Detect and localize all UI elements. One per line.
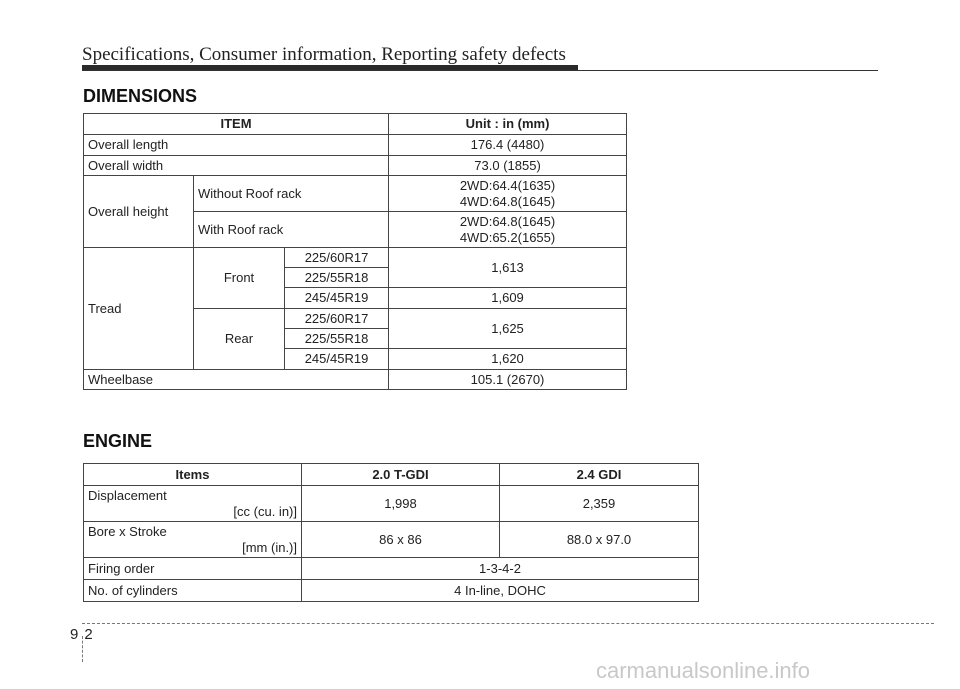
cylinders-label: No. of cylinders — [84, 580, 302, 602]
engine-title: ENGINE — [83, 431, 153, 451]
displacement-24-gdi: 2,359 — [500, 486, 699, 522]
displacement-20-tgdi: 1,998 — [302, 486, 500, 522]
front-tire-245-45r19: 245/45R19 — [285, 288, 389, 309]
displacement-unit: [cc (cu. in)] — [233, 503, 297, 519]
tread-rear-label: Rear — [194, 309, 285, 370]
footer-dashed-line — [82, 623, 934, 624]
page-number: 92 — [70, 626, 99, 643]
bore-stroke-20-tgdi: 86 x 86 — [302, 522, 500, 558]
displacement-label-cell — [84, 486, 302, 522]
table-row — [84, 135, 627, 156]
bore-stroke-24-gdi: 88.0 x 97.0 — [500, 522, 699, 558]
table-row — [84, 580, 699, 602]
dimensions-table — [83, 113, 627, 390]
displacement-label: Displacement — [88, 487, 167, 503]
wheelbase-label: Wheelbase — [84, 370, 389, 390]
rear-tire-225-55r18: 225/55R18 — [285, 329, 389, 349]
overall-height-label: Overall height — [84, 176, 194, 248]
bore-stroke-label-cell — [84, 522, 302, 558]
table-row — [84, 558, 699, 580]
col-unit-header: Unit : in (mm) — [389, 114, 627, 135]
with-roof-rack-label: With Roof rack — [194, 212, 389, 248]
table-row — [84, 522, 699, 558]
firing-order-value: 1-3-4-2 — [302, 558, 699, 580]
wheelbase-value: 105.1 (2670) — [389, 370, 627, 390]
overall-length-value: 176.4 (4480) — [389, 135, 627, 156]
rear-tire-245-45r19: 245/45R19 — [285, 349, 389, 370]
col-20-tgdi-header: 2.0 T-GDI — [302, 464, 500, 486]
table-row — [84, 370, 627, 390]
overall-width-label: Overall width — [84, 156, 389, 176]
tread-label: Tread — [84, 248, 194, 370]
overall-width-value: 73.0 (1855) — [389, 156, 627, 176]
overall-length-label: Overall length — [84, 135, 389, 156]
watermark-logo: carmanualsonline.info — [596, 658, 811, 683]
rear-tread-value-1: 1,625 — [389, 309, 627, 349]
rear-tire-225-60r17: 225/60R17 — [285, 309, 389, 329]
cylinders-value: 4 In-line, DOHC — [302, 580, 699, 602]
table-row — [84, 176, 627, 212]
with-roof-rack-2wd: 2WD:64.8(1645) — [459, 213, 556, 229]
col-item-header: ITEM — [84, 114, 389, 135]
rear-tread-value-2: 1,620 — [389, 349, 627, 370]
without-roof-rack-value — [389, 176, 627, 212]
col-24-gdi-header: 2.4 GDI — [500, 464, 699, 486]
front-tire-225-60r17: 225/60R17 — [285, 248, 389, 268]
table-row — [84, 486, 699, 522]
col-items-header: Items — [84, 464, 302, 486]
dimensions-title: DIMENSIONS — [83, 86, 198, 106]
without-roof-rack-label: Without Roof rack — [194, 176, 389, 212]
firing-order-label: Firing order — [84, 558, 302, 580]
front-tire-225-55r18: 225/55R18 — [285, 268, 389, 288]
table-row — [84, 156, 627, 176]
header-title: Specifications, Consumer information, Reporting safety defects — [82, 44, 566, 65]
bore-stroke-label: Bore x Stroke — [88, 523, 167, 539]
front-tread-value-2: 1,609 — [389, 288, 627, 309]
with-roof-rack-value — [389, 212, 627, 248]
engine-table — [83, 463, 699, 602]
bore-stroke-unit: [mm (in.)] — [242, 539, 297, 555]
without-roof-rack-4wd: 4WD:64.8(1645) — [459, 193, 556, 209]
table-header-row — [84, 464, 699, 486]
table-header-row — [84, 114, 627, 135]
table-row — [84, 248, 627, 268]
without-roof-rack-2wd: 2WD:64.4(1635) — [459, 177, 556, 193]
front-tread-value-1: 1,613 — [389, 248, 627, 288]
header-line — [82, 70, 878, 71]
tread-front-label: Front — [194, 248, 285, 309]
with-roof-rack-4wd: 4WD:65.2(1655) — [459, 229, 556, 245]
